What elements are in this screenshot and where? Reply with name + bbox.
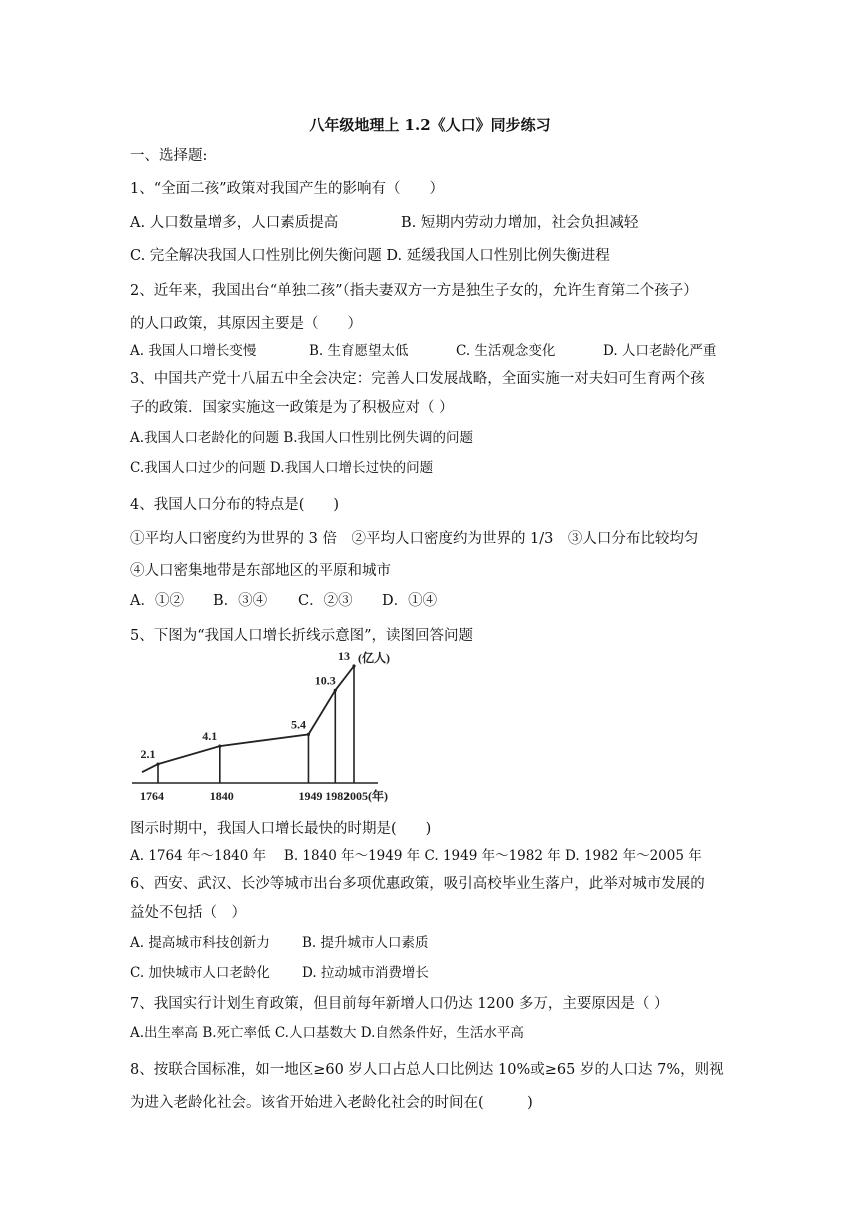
question-4: 4、我国人口分布的特点是( )	[130, 497, 340, 513]
question-8-line-1: 8、按联合国标准，如一地区≥60 岁人口占总人口比例达 10%或≥65 岁的人口达 7%，则视	[130, 1062, 724, 1078]
question-5-prompt: 图示时期中，我国人口增长最快的时期是( )	[130, 821, 432, 837]
question-1-options-cd: C. 完全解决我国人口性别比例失衡问题 D. 延缓我国人口性别比例失衡进程	[130, 248, 610, 264]
tick-label-1840: 1840	[209, 789, 234, 803]
tick-label-1982: 1982	[325, 789, 350, 803]
tick-label-2005: 2005(年)	[344, 789, 388, 803]
question-3-line-1: 3、中国共产党十八届五中全会决定：完善人口发展战略，全面实施一对夫妇可生育两个孩	[130, 371, 705, 387]
tick-label-1764: 1764	[140, 789, 164, 803]
question-7-options: A.出生率高 B.死亡率低 C.人口基数大 D.自然条件好，生活水平高	[130, 1025, 524, 1041]
data-label-1982: 10.3	[314, 673, 336, 688]
question-4-option-b: B．③④	[213, 593, 268, 609]
question-2-option-d: D. 人口老龄化严重	[603, 343, 717, 359]
question-3-options-ab: A.我国人口老龄化的问题 B.我国人口性别比例失调的问题	[130, 430, 474, 446]
question-6-option-d: D. 拉动城市消费增长	[302, 965, 429, 981]
question-3-line-2: 子的政策．国家实施这一政策是为了积极应对（ ）	[130, 400, 454, 416]
population-growth-chart	[128, 649, 408, 810]
question-2-line-1: 2、近年来，我国出台“单独二孩”（指夫妻双方一方是独生子女的，允许生育第二个孩子）	[130, 283, 698, 299]
question-6-line-1: 6、西安、武汉、长沙等城市出台多项优惠政策，吸引高校毕业生落户，此举对城市发展的	[130, 876, 705, 892]
question-5-options: A. 1764 年～1840 年 B. 1840 年～1949 年 C. 1949 年～1982 年 D. 1982 年～2005 年	[130, 848, 702, 864]
data-label-1949: 5.4	[290, 717, 306, 732]
question-6-option-c: C. 加快城市人口老龄化	[130, 965, 270, 981]
question-7: 7、我国实行计划生育政策，但目前每年新增人口仍达 1200 多万，主要原因是（ ）	[130, 996, 669, 1012]
question-2-option-b: B. 生育愿望太低	[309, 343, 409, 359]
question-6-option-b: B. 提升城市人口素质	[302, 935, 429, 951]
section-heading: 一、选择题:	[130, 148, 208, 164]
question-1-option-a: A. 人口数量增多，人口素质提高	[130, 215, 339, 231]
question-1-option-b: B. 短期内劳动力增加，社会负担减轻	[401, 215, 639, 231]
data-point-1840	[218, 745, 221, 748]
question-4-option-c: C．②③	[298, 593, 353, 609]
unit-label: (亿人)	[358, 651, 390, 665]
question-2-line-2: 的人口政策，其原因主要是（ ）	[130, 316, 362, 332]
question-4-statements-2: ④人口密集地带是东部地区的平原和城市	[130, 563, 391, 579]
question-2-option-a: A. 我国人口增长变慢	[130, 343, 257, 359]
question-1: 1、“全面二孩”政策对我国产生的影响有（ ）	[130, 181, 445, 197]
question-4-option-a: A．①②	[130, 593, 184, 609]
question-5: 5、下图为“我国人口增长折线示意图”，读图回答问题	[130, 628, 474, 644]
page-title: 八年级地理上 1.2《人口》同步练习	[309, 116, 551, 134]
question-6-option-a: A. 提高城市科技创新力	[130, 935, 270, 951]
question-8-line-2: 为进入老龄化社会。该省开始进入老龄化社会的时间在( )	[130, 1095, 533, 1111]
tick-label-1949: 1949	[298, 789, 323, 803]
data-label-1840: 4.1	[202, 729, 218, 744]
question-6-line-2: 益处不包括（ ）	[130, 905, 246, 921]
data-label-1764: 2.1	[140, 747, 156, 762]
question-4-option-d: D．①④	[382, 593, 438, 609]
data-label-2005: 13	[338, 649, 350, 663]
question-2-option-c: C. 生活观念变化	[456, 343, 556, 359]
question-4-statements-1: ①平均人口密度约为世界的 3 倍 ②平均人口密度约为世界的 1/3 ③人口分布比较均匀	[130, 531, 699, 547]
data-point-2005	[352, 664, 355, 667]
data-point-1949	[307, 733, 310, 736]
data-point-1982	[334, 689, 337, 692]
data-point-1764	[156, 763, 159, 766]
question-3-options-cd: C.我国人口过少的问题 D.我国人口增长过快的问题	[130, 460, 434, 476]
